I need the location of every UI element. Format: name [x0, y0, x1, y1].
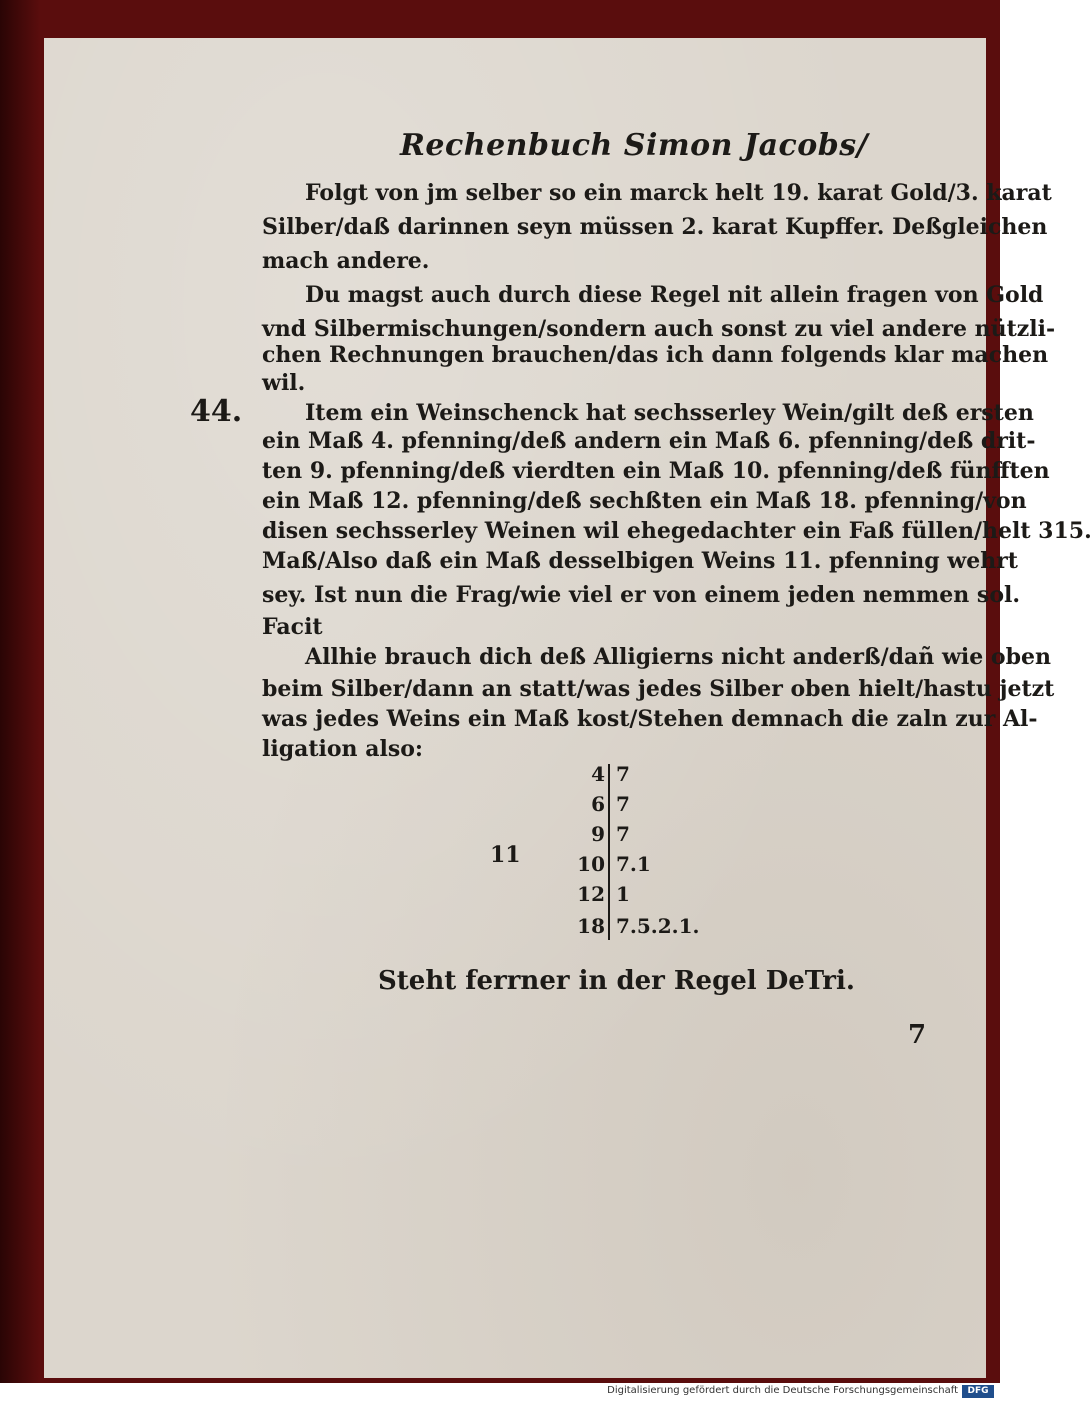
- text-line: disen sechsserley Weinen wil ehegedachter ein Faß füllen/helt 315.: [262, 518, 1092, 544]
- text-line: vnd Silbermischungen/sondern auch sonst zu viel andere nützli-: [262, 316, 1056, 342]
- allegation-row: [520, 914, 760, 942]
- text-line: Facit: [262, 614, 323, 640]
- closing-line: Steht ferrner in der Regel DeTri.: [378, 966, 855, 996]
- catchword: 7: [908, 1020, 927, 1050]
- allegation-qty: 7.5.2.1.: [616, 914, 700, 938]
- allegation-qty: 7: [616, 762, 630, 786]
- allegation-row: [520, 882, 760, 910]
- allegation-price: 10: [577, 852, 605, 876]
- text-line: mach andere.: [262, 248, 430, 274]
- text-line: ein Maß 4. pfenning/deß andern ein Maß 6. pfenning/deß drit-: [262, 428, 1036, 454]
- allegation-target: 11: [490, 842, 521, 868]
- text-line: ein Maß 12. pfenning/deß sechßten ein Maß 18. pfenning/von: [262, 488, 1027, 514]
- allegation-price: 9: [591, 822, 605, 846]
- text-line: ten 9. pfenning/deß vierdten ein Maß 10. pfenning/deß fünfften: [262, 458, 1050, 484]
- allegation-qty: 7: [616, 822, 630, 846]
- text-line: Folgt von jm selber so ein marck helt 19. karat Gold/3. karat: [305, 180, 1052, 206]
- allegation-qty: 7: [616, 792, 630, 816]
- text-line: Item ein Weinschenck hat sechsserley Wein/gilt deß ersten: [305, 400, 1034, 426]
- text-line: chen Rechnungen brauchen/das ich dann folgends klar machen: [262, 342, 1049, 368]
- dfg-logo: DFG: [962, 1385, 994, 1398]
- allegation-row: [520, 822, 760, 850]
- footer-bar: [0, 1383, 1000, 1401]
- text-line: Maß/Also daß ein Maß desselbigen Weins 11. pfenning wehrt: [262, 548, 1018, 574]
- text-line: sey. Ist nun die Frag/wie viel er von einem jeden nemmen sol.: [262, 582, 1021, 608]
- allegation-price: 4: [591, 762, 605, 786]
- running-header: Rechenbuch Simon Jacobs/: [400, 128, 869, 163]
- text-line: Silber/daß darinnen seyn müssen 2. karat Kupffer. Deßgleichen: [262, 214, 1048, 240]
- allegation-price: 18: [577, 914, 605, 938]
- text-line: beim Silber/dann an statt/was jedes Silber oben hielt/hastu jetzt: [262, 676, 1055, 702]
- allegation-qty: 1: [616, 882, 630, 906]
- allegation-price: 6: [591, 792, 605, 816]
- margin-number: 44.: [190, 394, 243, 429]
- text-line: was jedes Weins ein Maß kost/Stehen demnach die zaln zur Al-: [262, 706, 1038, 732]
- footer-credit: Digitalisierung gefördert durch die Deutsche Forschungsgemeinschaft: [607, 1385, 958, 1396]
- allegation-table: [520, 762, 760, 942]
- allegation-price: 12: [577, 882, 605, 906]
- allegation-row: [520, 792, 760, 820]
- allegation-row: [520, 762, 760, 790]
- text-line: ligation also:: [262, 736, 423, 762]
- text-line: Allhie brauch dich deß Alligierns nicht anderß/dañ wie oben: [305, 644, 1051, 670]
- allegation-qty: 7.1: [616, 852, 651, 876]
- scan-edge: [0, 0, 40, 1383]
- text-line: wil.: [262, 370, 306, 396]
- allegation-row: [520, 852, 760, 880]
- text-line: Du magst auch durch diese Regel nit allein fragen von Gold: [305, 282, 1044, 308]
